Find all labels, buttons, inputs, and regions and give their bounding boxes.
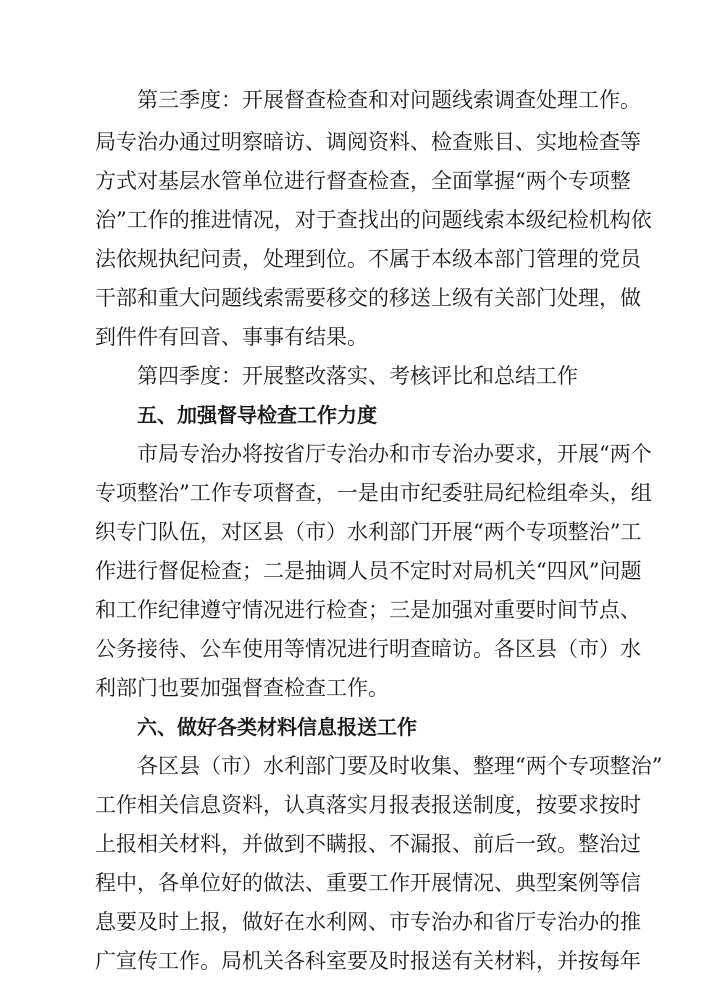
paragraph-line: 息要及时上报，做好在水利网、市专治办和省厅专治办的推 bbox=[95, 910, 641, 934]
paragraph-line: 第四季度：开展整改落实、考核评比和总结工作 bbox=[137, 364, 578, 388]
paragraph-line: 第三季度：开展督查检查和对问题线索调查处理工作。 bbox=[137, 88, 641, 112]
paragraph-line: 上报相关材料，并做到不瞒报、不漏报、前后一致。整治过 bbox=[95, 832, 641, 856]
paragraph-line: 各区县（市）水利部门要及时收集、整理“两个专项整治” bbox=[137, 754, 663, 778]
section-heading: 五、加强督导检查工作力度 bbox=[137, 403, 377, 427]
paragraph-line: 公务接待、公车使用等情况进行明查暗访。各区县（市）水 bbox=[95, 637, 641, 661]
paragraph-line: 广宣传工作。局机关各科室要及时报送有关材料，并按每年 bbox=[95, 949, 641, 973]
paragraph-line: 治”工作的推进情况，对于查找出的问题线索本级纪检机构依 bbox=[95, 208, 652, 232]
paragraph-line: 工作相关信息资料，认真落实月报表报送制度，按要求按时 bbox=[95, 793, 641, 817]
paragraph-line: 织专门队伍，对区县（市）水利部门开展“两个专项整治”工 bbox=[95, 520, 642, 544]
paragraph-line: 方式对基层水管单位进行督查检查，全面掌握“两个专项整 bbox=[95, 169, 631, 193]
paragraph-line: 法依规执纪问责，处理到位。不属于本级本部门管理的党员 bbox=[95, 247, 641, 271]
paragraph-line: 干部和重大问题线索需要移交的移送上级有关部门处理，做 bbox=[95, 286, 641, 310]
paragraph-line: 和工作纪律遵守情况进行检查；三是加强对重要时间节点、 bbox=[95, 598, 641, 622]
paragraph-line: 专项整治”工作专项督查，一是由市纪委驻局纪检组牵头，组 bbox=[95, 481, 652, 505]
paragraph-line: 市局专治办将按省厅专治办和市专治办要求，开展“两个 bbox=[137, 442, 652, 466]
paragraph-line: 局专治办通过明察暗访、调阅资料、检查账目、实地检查等 bbox=[95, 130, 641, 154]
paragraph-line: 到件件有回音、事事有结果。 bbox=[95, 325, 368, 349]
paragraph-line: 利部门也要加强督查检查工作。 bbox=[95, 676, 389, 700]
paragraph-line: 作进行督促检查；二是抽调人员不定时对局机关“四风”问题 bbox=[95, 559, 642, 583]
section-heading: 六、做好各类材料信息报送工作 bbox=[137, 715, 417, 739]
paragraph-line: 程中，各单位好的做法、重要工作开展情况、典型案例等信 bbox=[95, 871, 641, 895]
